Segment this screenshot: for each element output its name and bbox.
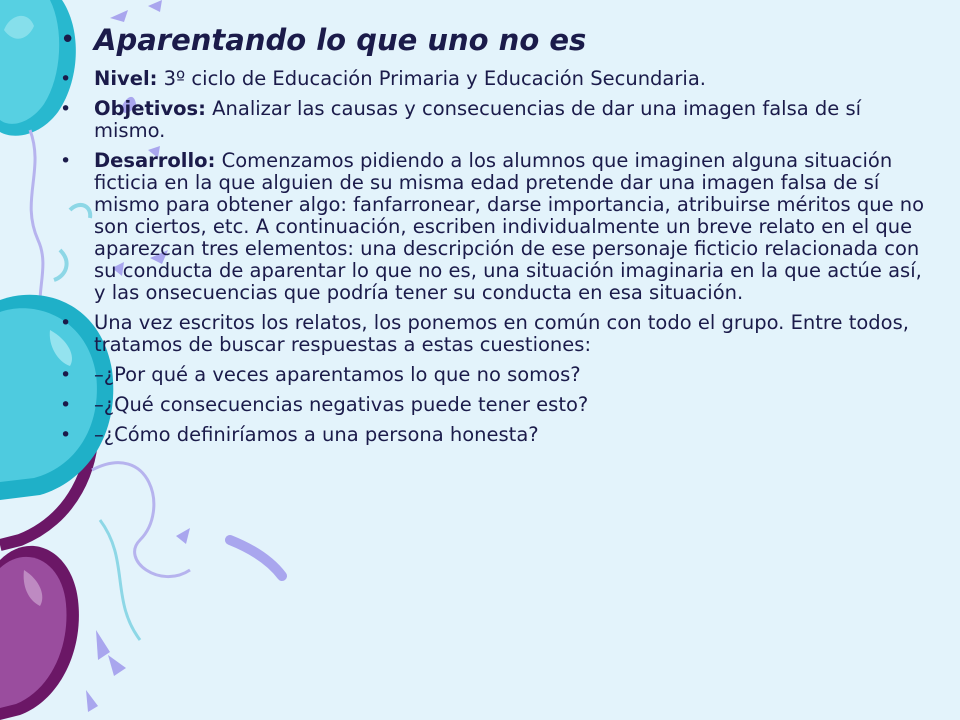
desarrollo-label: Desarrollo: xyxy=(94,149,216,172)
nivel-item xyxy=(56,68,926,90)
bullet: • xyxy=(60,25,76,55)
question-item xyxy=(56,424,926,446)
purple-balloon-bottom xyxy=(0,546,79,720)
slide-content xyxy=(56,22,926,454)
bullet: • xyxy=(60,394,72,416)
bullet: • xyxy=(60,68,72,90)
slide-title-item xyxy=(56,22,926,58)
bullet: • xyxy=(60,312,72,334)
bullet: • xyxy=(60,150,72,172)
question-text: –¿Por qué a veces aparentamos lo que no somos? xyxy=(94,363,581,386)
objetivos-text: Analizar las causas y consecuencias de dar una imagen falsa de sí mismo. xyxy=(94,97,862,142)
bullet: • xyxy=(60,364,72,386)
objetivos-label: Objetivos: xyxy=(94,97,206,120)
desarrollo-text: Comenzamos pidiendo a los alumnos que imaginen alguna situación ficticia en la que alguien de su misma edad pretende dar una imagen falsa de sí mismo para obtener algo: fanfarronear, darse importancia, atribuirse méritos que no son ciertos, etc. A continuación, escriben individualmente un breve relato en el que aparezcan tres elementos: una descripción de ese personaje ficticio relacionada con su conducta de aparentar lo que no es, una situación imaginaria en la que actúe así, y las onsecuencias que podría tener su conducta en esa situación. xyxy=(94,149,925,304)
question-item xyxy=(56,394,926,416)
bullet: • xyxy=(60,98,72,120)
question-item xyxy=(56,364,926,386)
paragraph-text: Una vez escritos los relatos, los ponemos en común con todo el grupo. Entre todos, tratamos de buscar respuestas a estas cuestiones: xyxy=(94,311,909,356)
question-text: –¿Qué consecuencias negativas puede tener esto? xyxy=(94,393,589,416)
paragraph-item xyxy=(56,312,926,356)
question-text: –¿Cómo definiríamos a una persona honesta? xyxy=(94,423,539,446)
bullet: • xyxy=(60,424,72,446)
slide-title: Aparentando lo que uno no es xyxy=(94,23,587,57)
nivel-text: 3º ciclo de Educación Primaria y Educación Secundaria. xyxy=(157,67,706,90)
objetivos-item xyxy=(56,98,926,142)
desarrollo-item xyxy=(56,150,926,304)
nivel-label: Nivel: xyxy=(94,67,158,90)
